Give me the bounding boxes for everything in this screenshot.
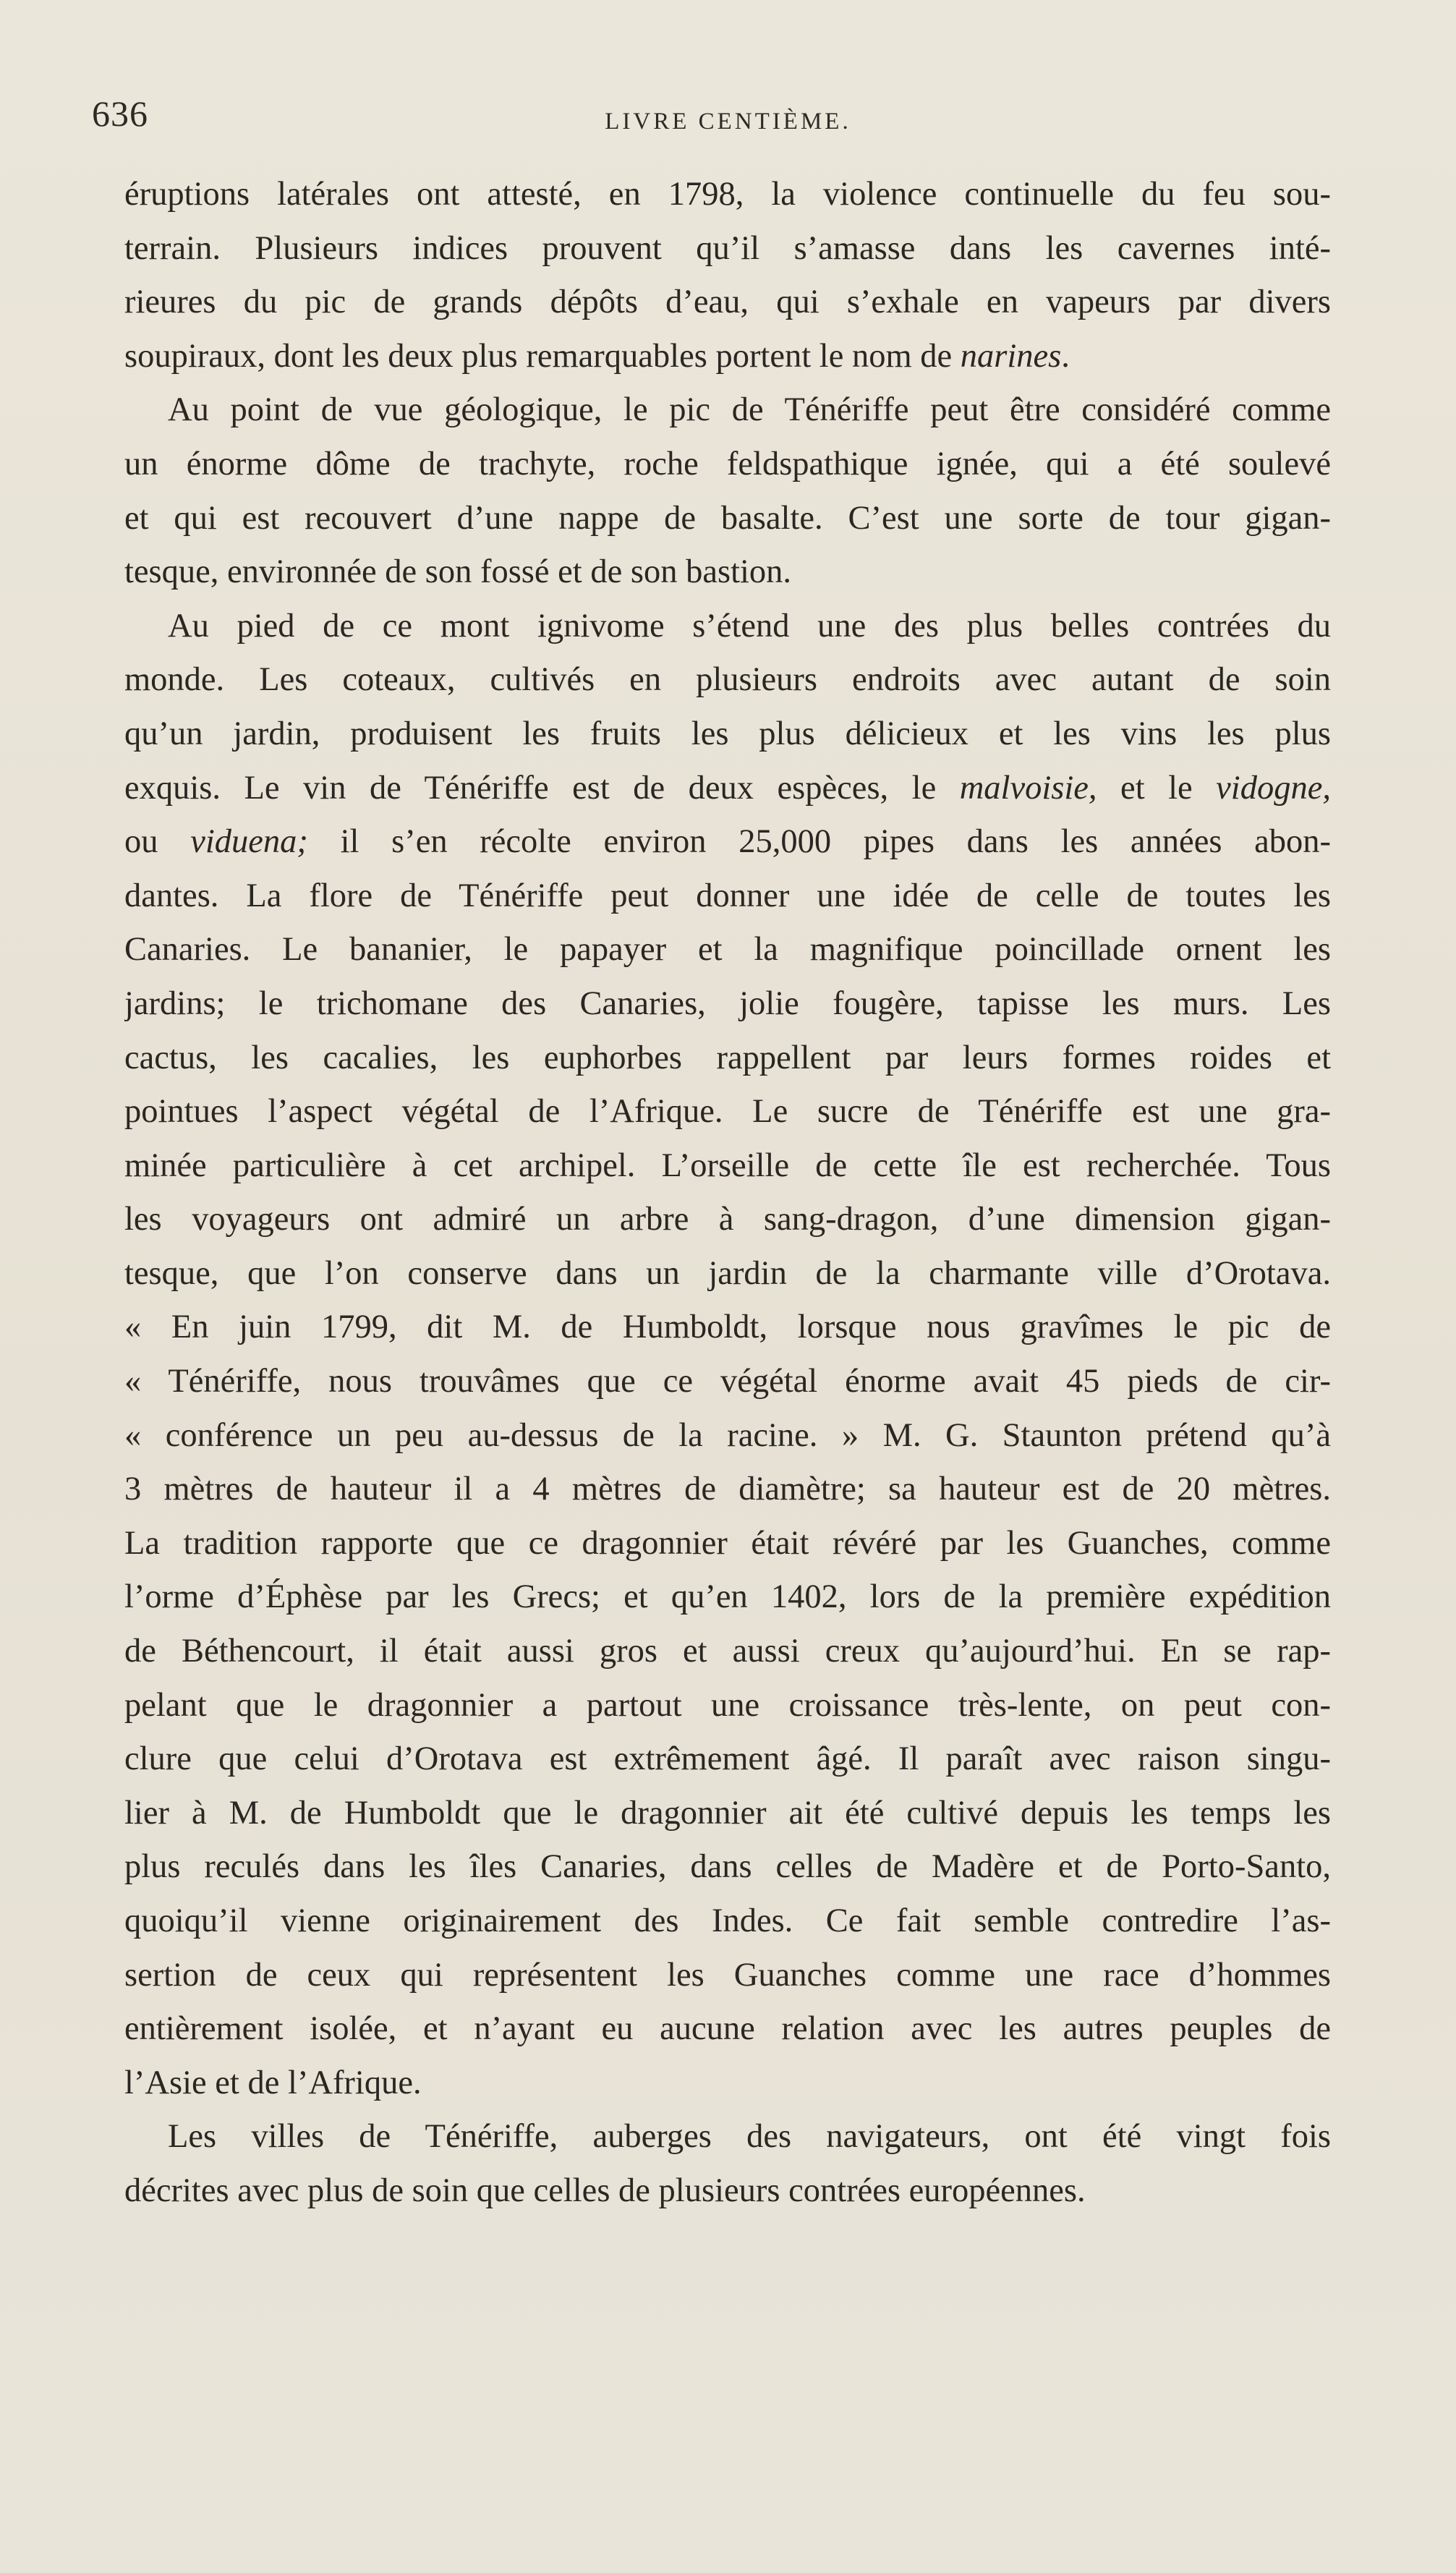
text-line: « conférence un peu au-dessus de la racine. » M. G. Staunton prétend qu’à [124, 1416, 1331, 1454]
text-line: tesque, que l’on conserve dans un jardin de la charmante ville d’Orotava. [124, 1254, 1331, 1292]
text-line: l’orme d’Éphèse par les Grecs; et qu’en 1402, lors de la première expédition [124, 1578, 1331, 1616]
text-line: de Béthencourt, il était aussi gros et aussi creux qu’aujourd’hui. En se rap- [124, 1633, 1331, 1670]
text-line: sertion de ceux qui représentent les Guanches comme une race d’hommes [124, 1956, 1331, 1994]
text-line: les voyageurs ont admiré un arbre à sang-dragon, d’une dimension gigan- [124, 1201, 1331, 1238]
text-line: rieures du pic de grands dépôts d’eau, qui s’exhale en vapeurs par divers [124, 284, 1331, 321]
body-text [124, 168, 1331, 2219]
text-line: La tradition rapporte que ce dragonnier était révéré par les Guanches, comme [124, 1524, 1331, 1562]
text-line: exquis. Le vin de Ténériffe est de deux espèces, le malvoisie, et le vidogne, [124, 769, 1331, 807]
text-line: cactus, les cacalies, les euphorbes rappellent par leurs formes roides et [124, 1039, 1331, 1076]
italic-term: viduena; [190, 823, 308, 861]
text-line: un énorme dôme de trachyte, roche feldspathique ignée, qui a été soulevé [124, 445, 1331, 482]
page-number: 636 [92, 93, 148, 134]
text-line: « En juin 1799, dit M. de Humboldt, lorsque nous gravîmes le pic de [124, 1309, 1331, 1346]
text-line: l’Asie et de l’Afrique. [124, 2064, 422, 2101]
text-line: clure que celui d’Orotava est extrêmement âgé. Il paraît avec raison singu- [124, 1740, 1331, 1778]
text-line: et qui est recouvert d’une nappe de basalte. C’est une sorte de tour gigan- [124, 499, 1331, 537]
text-line: soupiraux, dont les deux plus remarquables portent le nom de narines. [124, 337, 1070, 375]
text-line: Les villes de Ténériffe, auberges des navigateurs, ont été vingt fois [168, 2118, 1331, 2156]
text-line: qu’un jardin, produisent les fruits les plus délicieux et les vins les plus [124, 715, 1331, 752]
text-line: tesque, environnée de son fossé et de son bastion. [124, 553, 792, 591]
text-line: pointues l’aspect végétal de l’Afrique. Le sucre de Ténériffe est une gra- [124, 1093, 1331, 1131]
running-head: LIVRE CENTIÈME. [605, 109, 851, 135]
text-line: Au pied de ce mont ignivome s’étend une des plus belles contrées du [168, 607, 1331, 645]
text-line: éruptions latérales ont attesté, en 1798, la violence continuelle du feu sou- [124, 176, 1331, 213]
italic-term: narines [960, 337, 1062, 375]
text-line: décrites avec plus de soin que celles de plusieurs contrées européennes. [124, 2172, 1086, 2209]
text-line: Au point de vue géologique, le pic de Ténériffe peut être considéré comme [168, 391, 1331, 429]
text-line: monde. Les coteaux, cultivés en plusieurs endroits avec autant de soin [124, 661, 1331, 699]
text-line: jardins; le trichomane des Canaries, jolie fougère, tapisse les murs. Les [124, 984, 1331, 1022]
text-line: quoiqu’il vienne originairement des Indes. Ce fait semble contredire l’as- [124, 1902, 1331, 1939]
text-line: dantes. La flore de Ténériffe peut donner une idée de celle de toutes les [124, 877, 1331, 914]
text-line: « Ténériffe, nous trouvâmes que ce végétal énorme avait 45 pieds de cir- [124, 1363, 1331, 1400]
text-line: minée particulière à cet archipel. L’orseille de cette île est recherchée. Tous [124, 1147, 1331, 1184]
text-line: lier à M. de Humboldt que le dragonnier ait été cultivé depuis les temps les [124, 1794, 1331, 1832]
text-line: entièrement isolée, et n’ayant eu aucune relation avec les autres peuples de [124, 2010, 1331, 2048]
text-line: Canaries. Le bananier, le papayer et la magnifique poincillade ornent les [124, 931, 1331, 969]
text-line: pelant que le dragonnier a partout une croissance très-lente, on peut con- [124, 1686, 1331, 1724]
text-line: 3 mètres de hauteur il a 4 mètres de diamètre; sa hauteur est de 20 mètres. [124, 1471, 1331, 1508]
text-line: terrain. Plusieurs indices prouvent qu’il s’amasse dans les cavernes inté- [124, 229, 1331, 267]
text-line: ou viduena; il s’en récolte environ 25,000 pipes dans les années abon- [124, 823, 1331, 861]
italic-term: malvoisie, [959, 769, 1097, 807]
italic-term: vidogne, [1216, 769, 1331, 807]
text-line: plus reculés dans les îles Canaries, dans celles de Madère et de Porto-Santo, [124, 1848, 1331, 1886]
